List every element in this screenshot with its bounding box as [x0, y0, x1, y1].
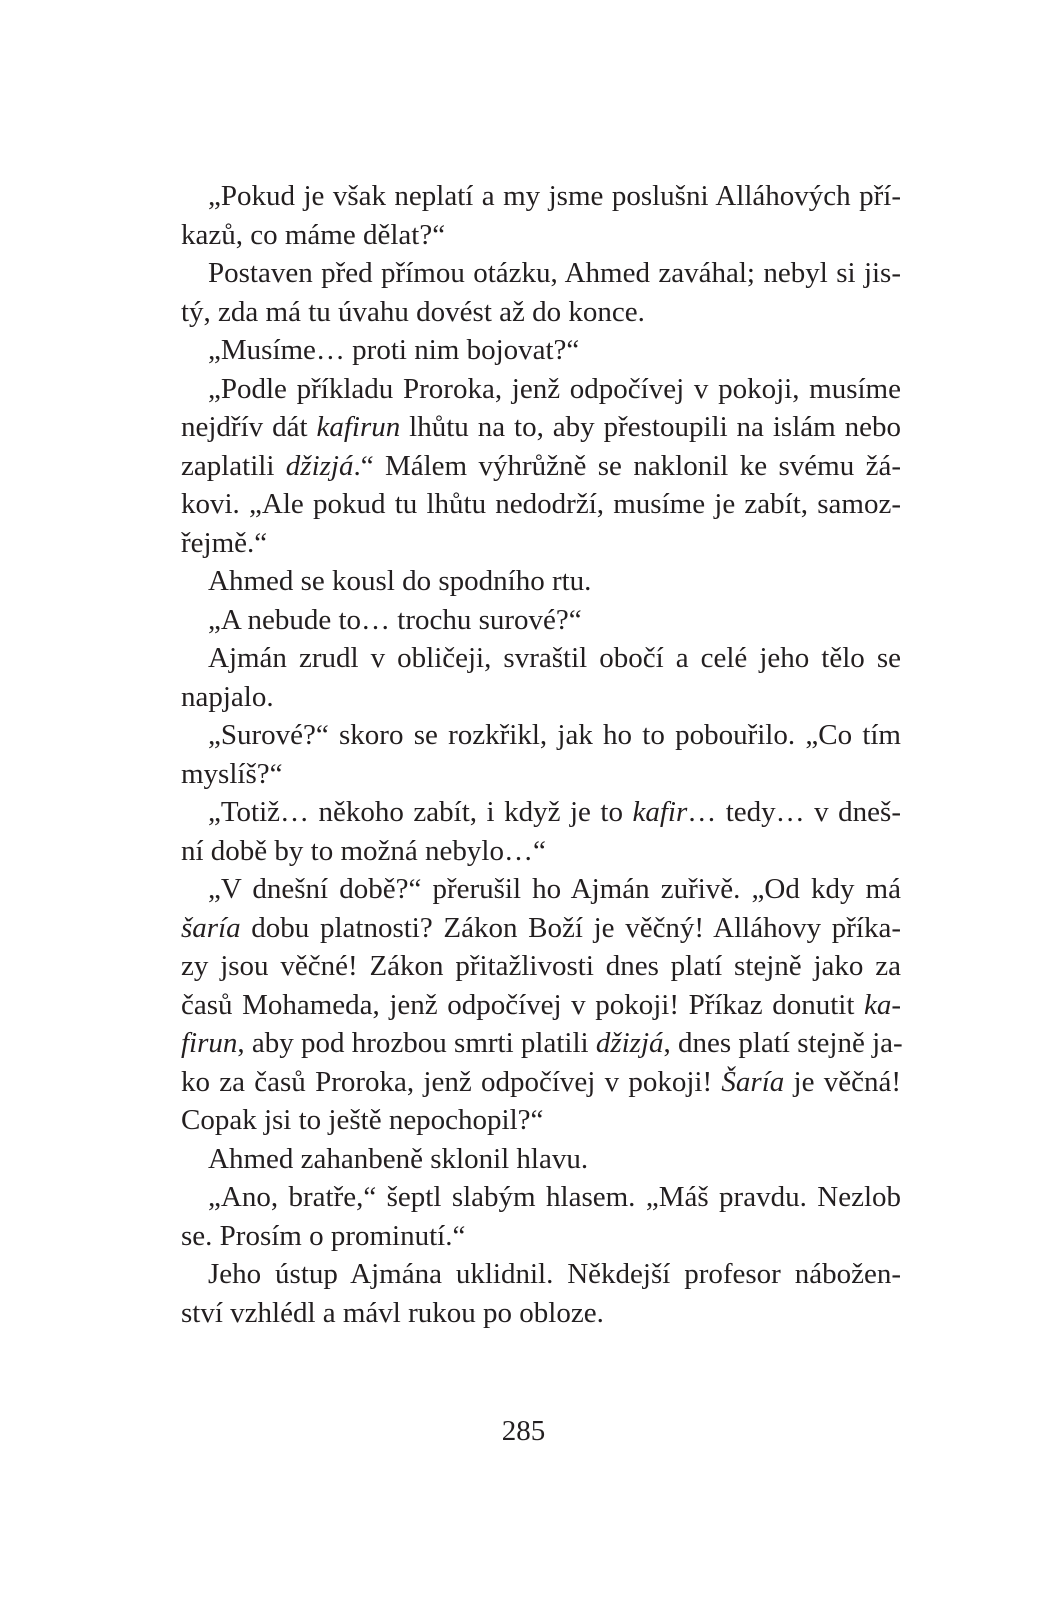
text-segment: zaplatili [181, 449, 286, 482]
text-segment: „A nebude to… trochu surové?“ [208, 603, 582, 636]
text-line [181, 293, 901, 332]
text-segment: „Pokud je však neplatí a my jsme poslušni Alláhových pří- [208, 180, 901, 212]
text-line [181, 870, 901, 909]
text-line [181, 947, 901, 986]
text-line [181, 177, 901, 216]
text-line [181, 1294, 901, 1333]
text-segment: „Totiž… někoho zabít, i když je to [208, 796, 633, 828]
text-segment: „Ano, bratře,“ šeptl slabým hlasem. „Máš pravdu. Nezlob [208, 1181, 901, 1213]
text-segment: „Surové?“ skoro se rozkřikl, jak ho to pobouřilo. „Co tím [208, 719, 901, 751]
text-line [181, 216, 901, 255]
text-segment: ní době by to možná nebylo…“ [181, 834, 546, 867]
text-line [181, 1024, 901, 1063]
italic-term: kafir [632, 796, 688, 828]
text-segment: zy jsou věčné! Zákon přitažlivosti dnes platí stejně jako za [181, 950, 901, 982]
text-segment: Ahmed se kousl do spodního rtu. [208, 565, 592, 597]
text-segment: ko za časů Proroka, jenž odpočívej v pokoji! [181, 1065, 722, 1098]
italic-term: ka- [863, 988, 901, 1021]
text-line [181, 254, 901, 293]
text-line [181, 1217, 901, 1256]
text-line [181, 755, 901, 794]
italic-term: šaría [181, 911, 241, 944]
text-segment: je věčná! [784, 1065, 902, 1098]
text-segment: časů Mohameda, jenž odpočívej v pokoji! Příkaz donutit [181, 988, 864, 1021]
text-segment: … tedy… v dneš- [687, 796, 901, 828]
body-text [181, 177, 901, 1332]
text-segment: ství vzhlédl a mávl rukou po obloze. [181, 1296, 604, 1329]
text-segment: Ajmán zrudl v obličeji, svraštil obočí a celé jeho tělo se [208, 642, 901, 674]
italic-term: kafirun [316, 411, 401, 443]
text-line [181, 524, 901, 563]
text-segment: nejdřív dát [181, 411, 317, 443]
text-line [181, 485, 901, 524]
text-segment: lhůtu na to, aby přestoupili na islám nebo [400, 411, 902, 443]
text-segment: Postaven před přímou otázku, Ahmed zaváhal; nebyl si jis- [208, 257, 901, 289]
text-segment: „V dnešní době?“ přerušil ho Ajmán zuřivě. „Od kdy má [208, 873, 901, 905]
italic-term: džizjá [285, 449, 354, 482]
text-line [181, 1255, 901, 1294]
text-line [181, 408, 901, 447]
text-segment: Ahmed zahanbeně sklonil hlavu. [208, 1142, 589, 1175]
text-line [181, 639, 901, 678]
text-segment: kazů, co máme dělat?“ [181, 218, 446, 251]
text-segment: tý, zda má tu úvahu dovést až do konce. [181, 295, 645, 328]
text-line [181, 601, 901, 640]
text-segment: , aby pod hrozbou smrti platili [237, 1027, 596, 1059]
text-line [181, 562, 901, 601]
text-line [181, 986, 901, 1025]
text-line [181, 1178, 901, 1217]
text-line [181, 1063, 901, 1102]
text-segment: „Musíme… proti nim bojovat?“ [208, 334, 580, 366]
text-segment: kovi. „Ale pokud tu lhůtu nedodrží, musíme je zabít, samoz- [181, 488, 901, 520]
italic-term: Šaría [721, 1065, 785, 1098]
text-line [181, 716, 901, 755]
text-segment: se. Prosím o prominutí.“ [181, 1219, 466, 1252]
text-segment: Jeho ústup Ajmána uklidnil. Někdejší profesor nábožen- [208, 1258, 901, 1290]
text-line [181, 370, 901, 409]
text-line [181, 832, 901, 871]
text-line [181, 447, 901, 486]
text-segment: myslíš?“ [181, 757, 283, 790]
text-segment: napjalo. [181, 680, 274, 713]
text-line [181, 1140, 901, 1179]
page-number: 285 [501, 1415, 546, 1447]
text-segment: dobu platnosti? Zákon Boží je věčný! Alláhovy příka- [240, 911, 901, 944]
text-line [181, 793, 901, 832]
text-line [181, 909, 901, 948]
text-segment: , dnes platí stejně ja- [663, 1027, 903, 1059]
italic-term: firun [181, 1027, 238, 1059]
text-segment: Copak jsi to ještě nepochopil?“ [181, 1104, 544, 1136]
text-line [181, 331, 901, 370]
text-segment: .“ Málem výhrůžně se naklonil ke svému žá- [353, 449, 901, 482]
text-segment: řejmě.“ [181, 526, 268, 559]
text-line [181, 678, 901, 717]
text-segment: „Podle příkladu Proroka, jenž odpočívej v pokoji, musíme [208, 372, 901, 405]
italic-term: džizjá [595, 1027, 664, 1059]
text-line [181, 1101, 901, 1140]
